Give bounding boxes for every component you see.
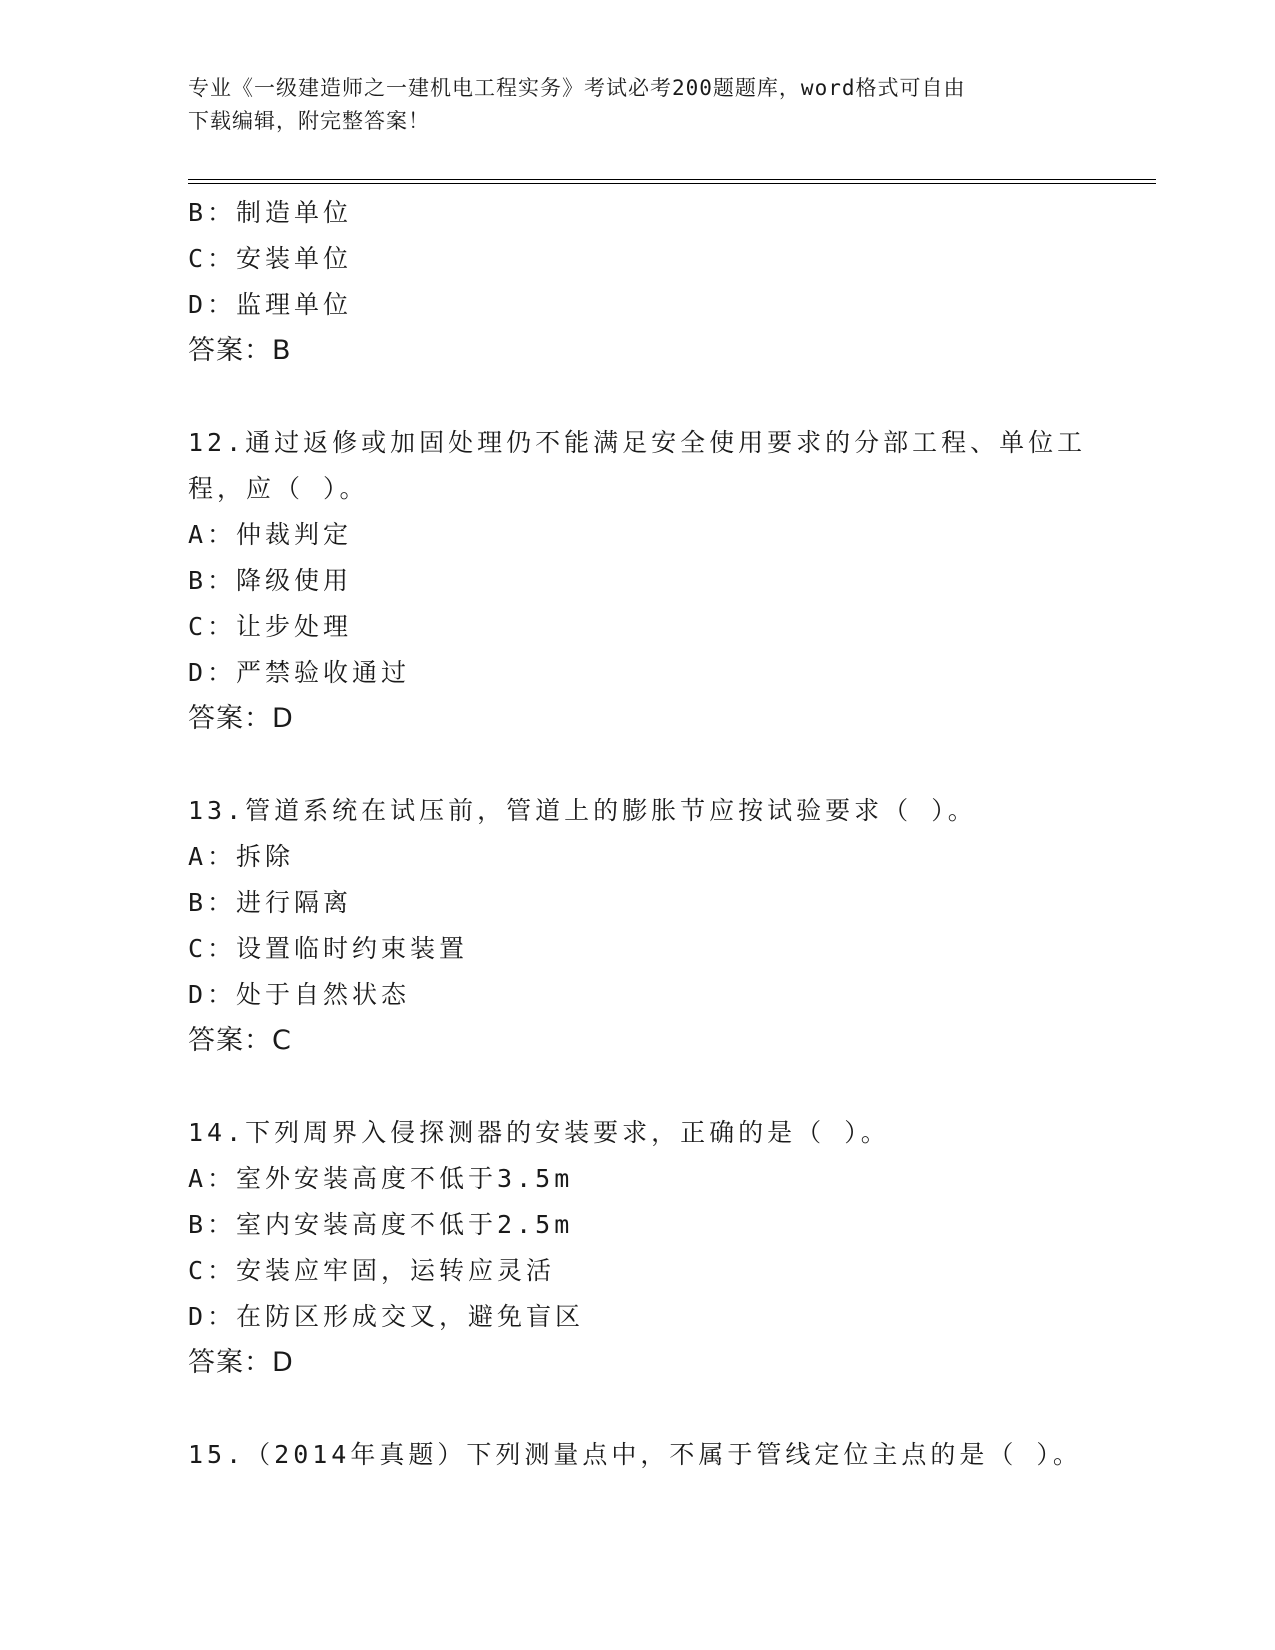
header-line-2: 下载编辑，附完整答案！	[188, 109, 430, 133]
answer: 答案：C	[188, 1025, 292, 1056]
option-a: A：拆除	[188, 842, 295, 871]
spacer	[188, 1064, 1088, 1110]
spacer	[188, 374, 1088, 420]
question-14	[188, 1110, 1088, 1386]
answer: 答案：B	[188, 335, 292, 366]
question-12	[188, 420, 1088, 742]
option-d: D：在防区形成交叉，避免盲区	[188, 1302, 585, 1331]
question-stem: 13.管道系统在试压前，管道上的膨胀节应按试验要求（ ）。	[188, 796, 977, 825]
option-b: B：室内安装高度不低于2.5m	[188, 1210, 574, 1239]
option-d: D：监理单位	[188, 290, 353, 319]
option-c: C：安装应牢固，运转应灵活	[188, 1256, 556, 1285]
header-rule-top	[188, 179, 1156, 180]
option-b: B：降级使用	[188, 566, 353, 595]
spacer	[188, 1386, 1088, 1432]
option-b: B：制造单位	[188, 198, 353, 227]
question-11	[188, 190, 1088, 374]
document-body	[188, 190, 1088, 1478]
question-stem: 15.（2014年真题）下列测量点中，不属于管线定位主点的是（ ）。	[188, 1440, 1082, 1469]
header-rule-bottom	[188, 183, 1156, 184]
question-stem: 14.下列周界入侵探测器的安装要求，正确的是（ ）。	[188, 1118, 890, 1147]
answer: 答案：D	[188, 1347, 294, 1378]
option-a: A：室外安装高度不低于3.5m	[188, 1164, 574, 1193]
option-c: C：安装单位	[188, 244, 353, 273]
question-13	[188, 788, 1088, 1064]
option-a: A：仲裁判定	[188, 520, 353, 549]
option-c: C：让步处理	[188, 612, 353, 641]
header-line-1: 专业《一级建造师之一建机电工程实务》考试必考200题题库，word格式可自由	[188, 76, 966, 100]
answer: 答案：D	[188, 703, 294, 734]
question-15	[188, 1432, 1088, 1478]
question-stem-line-2: 程，应（ ）。	[188, 474, 369, 503]
question-stem-line-1: 12.通过返修或加固处理仍不能满足安全使用要求的分部工程、单位工	[188, 428, 1087, 457]
option-d: D：处于自然状态	[188, 980, 411, 1009]
option-d: D：严禁验收通过	[188, 658, 411, 687]
option-c: C：设置临时约束装置	[188, 934, 469, 963]
option-b: B：进行隔离	[188, 888, 353, 917]
document-header	[188, 72, 1088, 138]
spacer	[188, 742, 1088, 788]
